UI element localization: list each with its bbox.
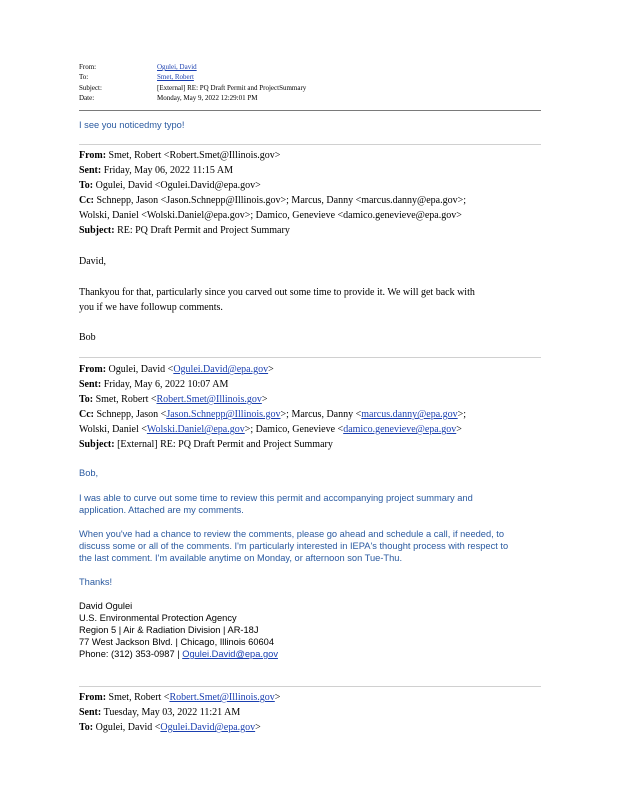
msg2-p2-2: discuss some or all of the comments. I'm particularly interested in IEPA's thought process with respect to (79, 541, 509, 551)
sig-phone-row (79, 649, 278, 660)
msg3-from-email-link[interactable]: Robert.Smet@Illinois.gov (169, 692, 275, 703)
msg2-p2-3: the last comment. I'm available anytime on Monday, or afternoon son Tue-Thu. (79, 553, 403, 563)
msg2-to-row (79, 392, 267, 407)
msg2-from-row (79, 362, 274, 377)
msg1-body-2: you if we have followup comments. (79, 302, 223, 313)
header-subject-label: Subject: (79, 84, 102, 92)
msg2-cc1-name: Schnepp, Jason < (96, 409, 167, 420)
msg2-sent-value: Friday, May 6, 2022 10:07 AM (103, 379, 229, 390)
msg2-greeting: Bob, (79, 468, 99, 478)
msg3-sent-label: Sent: (79, 707, 102, 718)
msg2-subject-value: [External] RE: PQ Draft Permit and Project Summary (117, 439, 333, 450)
msg2-from-end: > (268, 364, 274, 375)
sig-email-link[interactable]: Ogulei.David@epa.gov (182, 649, 278, 659)
msg2-cc2-end: >; (457, 409, 467, 420)
msg2-to-label: To: (79, 394, 94, 405)
msg2-p1-2: application. Attached are my comments. (79, 505, 244, 515)
msg2-cc3-email-link[interactable]: Wolski.Daniel@epa.gov (146, 424, 245, 435)
msg1-from-value: Smet, Robert <Robert.Smet@Illinois.gov> (108, 150, 281, 161)
msg2-sent-label: Sent: (79, 379, 102, 390)
msg1-cc-row (79, 193, 466, 208)
msg1-cc-value-1: Schnepp, Jason <Jason.Schnepp@Illinois.gov>; Marcus, Danny <marcus.danny@epa.gov>; (96, 195, 467, 206)
msg2-cc1-email-link[interactable]: Jason.Schnepp@Illinois.gov (166, 409, 281, 420)
msg1-to-row (79, 178, 261, 193)
header-to-value[interactable]: Smet, Robert (157, 73, 194, 81)
header-date-value: Monday, May 9, 2022 12:29:01 PM (157, 94, 258, 102)
msg1-subject-value: RE: PQ Draft Permit and Project Summary (117, 225, 290, 236)
header-from-value[interactable]: Ogulei, David (157, 63, 197, 71)
msg3-to-label: To: (79, 722, 94, 733)
msg1-greeting: David, (79, 256, 106, 267)
sig-org: U.S. Environmental Protection Agency (79, 613, 237, 623)
msg2-to-name: Smet, Robert < (95, 394, 157, 405)
msg2-from-name: Ogulei, David < (108, 364, 174, 375)
msg2-subject-label: Subject: (79, 439, 115, 450)
msg3-to-email-link[interactable]: Ogulei.David@epa.gov (160, 722, 256, 733)
msg1-sent-label: Sent: (79, 165, 102, 176)
msg3-from-end: > (274, 692, 281, 703)
msg1-body-1: Thankyou for that, particularly since you carved out some time to provide it. We will get back with (79, 287, 475, 298)
msg3-to-end: > (255, 722, 261, 733)
msg3-from-label: From: (79, 692, 107, 703)
msg2-cc3-name: Wolski, Daniel < (79, 424, 147, 435)
header-from-label: From: (79, 63, 97, 71)
header-divider (79, 110, 541, 111)
msg3-from-row (79, 690, 280, 705)
msg2-cc1-mid: >; Marcus, Danny < (280, 409, 362, 420)
msg1-subject-label: Subject: (79, 225, 115, 236)
msg2-p1-1: I was able to curve out some time to review this permit and accompanying project summary and (79, 493, 473, 503)
msg2-from-email-link[interactable]: Ogulei.David@epa.gov (173, 364, 269, 375)
msg2-thanks: Thanks! (79, 577, 113, 587)
msg1-sign: Bob (79, 332, 96, 343)
msg3-to-name: Ogulei, David < (95, 722, 161, 733)
header-to-label: To: (79, 73, 89, 81)
msg2-cc-row (79, 407, 466, 422)
message-divider-1 (79, 144, 541, 145)
msg2-cc3-mid: >; Damico, Genevieve < (244, 424, 344, 435)
message-divider-2 (79, 357, 541, 358)
msg2-cc4-end: > (456, 424, 462, 435)
msg2-sent-row (79, 377, 228, 392)
sig-division: Region 5 | Air & Radiation Division | AR-18J (79, 625, 259, 635)
msg3-sent-value: Tuesday, May 03, 2022 11:21 AM (103, 707, 241, 718)
message-divider-3 (79, 686, 541, 687)
msg1-to-value: Ogulei, David <Ogulei.David@epa.gov> (95, 180, 261, 191)
msg3-sent-row (79, 705, 240, 720)
msg1-from-label: From: (79, 150, 107, 161)
header-date-label: Date: (79, 94, 95, 102)
reply-top-text: I see you noticedmy typo! (79, 120, 185, 130)
msg1-sent-row (79, 163, 233, 178)
msg1-to-label: To: (79, 180, 94, 191)
sig-phone: Phone: (312) 353-0987 | (79, 649, 183, 659)
msg2-to-end: > (261, 394, 268, 405)
sig-name: David Ogulei (79, 601, 133, 611)
msg1-from-row (79, 148, 280, 163)
msg3-to-row (79, 720, 261, 735)
msg2-p2-1: When you've had a chance to review the comments, please go ahead and schedule a call, if needed, to (79, 529, 505, 539)
msg1-cc-value-2: Wolski, Daniel <Wolski.Daniel@epa.gov>; Damico, Genevieve <damico.genevieve@epa.gov> (79, 210, 462, 221)
msg1-cc-label: Cc: (79, 195, 94, 206)
msg2-to-email-link[interactable]: Robert.Smet@Illinois.gov (156, 394, 262, 405)
msg2-cc-row-2 (79, 422, 462, 437)
header-subject-value: [External] RE: PQ Draft Permit and ProjectSummary (157, 84, 307, 92)
msg2-from-label: From: (79, 364, 107, 375)
msg1-subject-row (79, 223, 290, 238)
msg3-from-name: Smet, Robert < (108, 692, 170, 703)
sig-address: 77 West Jackson Blvd. | Chicago, Illinois 60604 (79, 637, 274, 647)
msg2-subject-row (79, 437, 333, 452)
msg1-sent-value: Friday, May 06, 2022 11:15 AM (103, 165, 233, 176)
msg2-cc2-email-link[interactable]: marcus.danny@epa.gov (361, 409, 458, 420)
msg2-cc4-email-link[interactable]: damico.genevieve@epa.gov (343, 424, 457, 435)
msg2-cc-label: Cc: (79, 409, 94, 420)
